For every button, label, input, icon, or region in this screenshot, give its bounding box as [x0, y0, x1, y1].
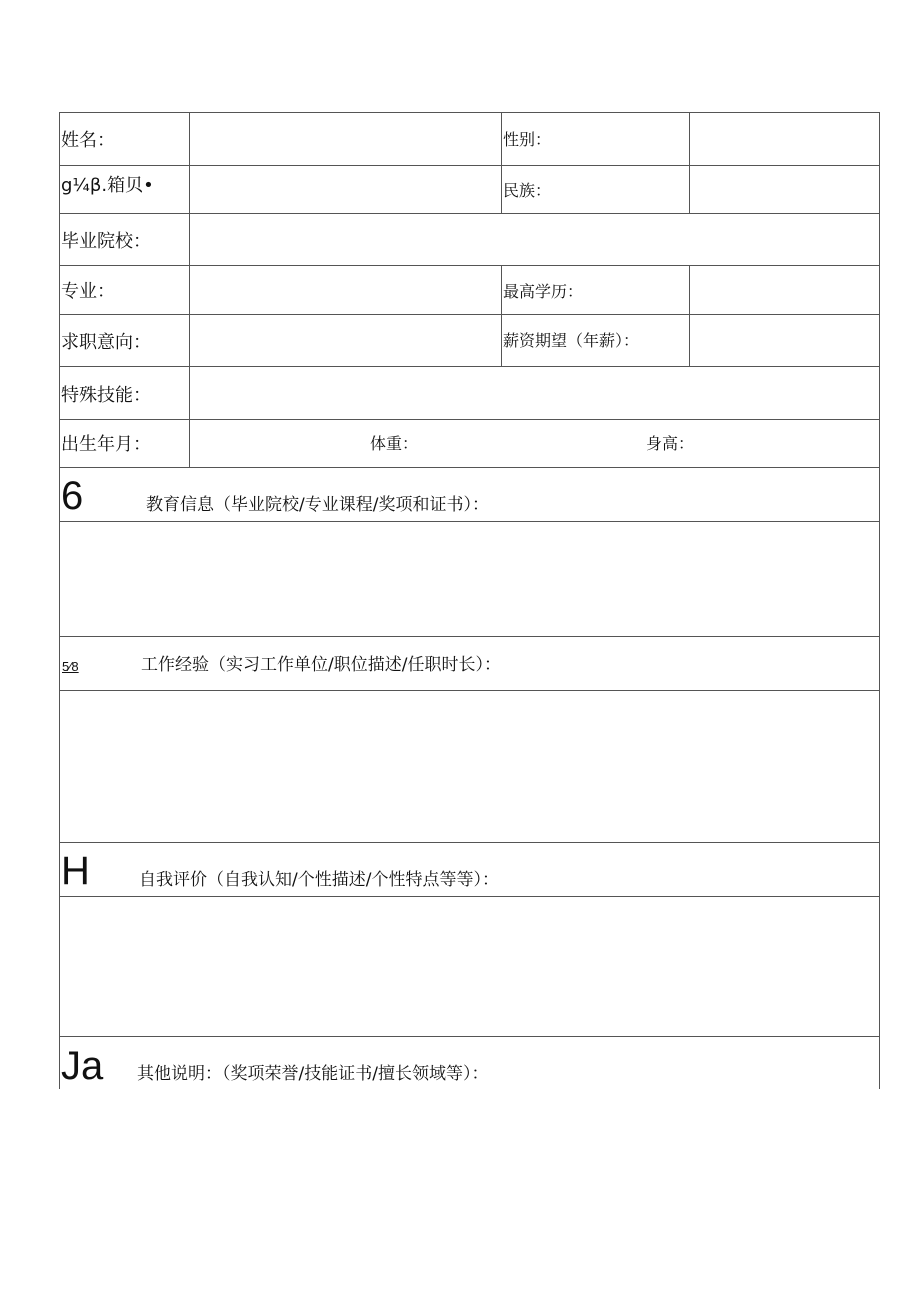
- education-field[interactable]: [690, 266, 878, 314]
- work-section-marker: 5⁄8: [62, 659, 79, 674]
- skills-field[interactable]: [190, 367, 878, 419]
- job-intent-label: 求职意向：: [61, 332, 151, 353]
- hometown-label: g¼β.箱贝•: [61, 175, 154, 196]
- self-section-title: 自我评价（自我认知/个性描述/个性特点等等）：: [139, 870, 499, 890]
- work-details-area[interactable]: [60, 691, 878, 842]
- self-section-marker: H: [61, 849, 90, 893]
- education-section-marker: 6: [61, 474, 84, 518]
- column-divider: [501, 112, 502, 213]
- row-divider: [59, 1036, 880, 1037]
- other-section-title: 其他说明：（奖项荣誉/技能证书/擅长领域等）：: [137, 1064, 489, 1084]
- salary-label: 薪资期望（年薪）：: [503, 331, 640, 350]
- other-section-marker: Ja: [61, 1044, 104, 1088]
- school-field[interactable]: [190, 214, 878, 265]
- birth-label: 出生年月：: [61, 434, 151, 455]
- weight-field[interactable]: [419, 420, 639, 467]
- school-label: 毕业院校：: [61, 231, 151, 252]
- education-details-area[interactable]: [60, 522, 878, 636]
- work-section-title: 工作经验（实习工作单位/职位描述/任职时长）：: [141, 655, 501, 675]
- self-details-area[interactable]: [60, 897, 878, 1036]
- education-section-title: 教育信息（毕业院校/专业课程/奖项和证书）：: [146, 495, 489, 515]
- table-border-right: [879, 112, 880, 1089]
- skills-label: 特殊技能：: [61, 385, 151, 406]
- row-divider: [59, 842, 880, 843]
- gender-field[interactable]: [690, 113, 878, 165]
- birth-field[interactable]: [190, 420, 360, 467]
- row-divider: [59, 636, 880, 637]
- major-label: 专业：: [61, 281, 115, 302]
- job-intent-field[interactable]: [190, 315, 500, 366]
- hometown-field[interactable]: [190, 166, 500, 213]
- column-divider: [501, 265, 502, 366]
- name-field[interactable]: [190, 113, 500, 165]
- resume-form: [59, 112, 880, 1089]
- gender-label: 性别：: [503, 130, 552, 149]
- ethnicity-label: 民族：: [503, 181, 552, 200]
- height-label: 身高：: [646, 434, 695, 453]
- height-field[interactable]: [699, 420, 878, 467]
- weight-label: 体重：: [370, 434, 419, 453]
- major-field[interactable]: [190, 266, 500, 314]
- ethnicity-field[interactable]: [690, 166, 878, 213]
- education-label: 最高学历：: [503, 282, 584, 301]
- name-label: 姓名：: [61, 130, 115, 151]
- row-divider: [59, 467, 880, 468]
- salary-field[interactable]: [690, 315, 878, 366]
